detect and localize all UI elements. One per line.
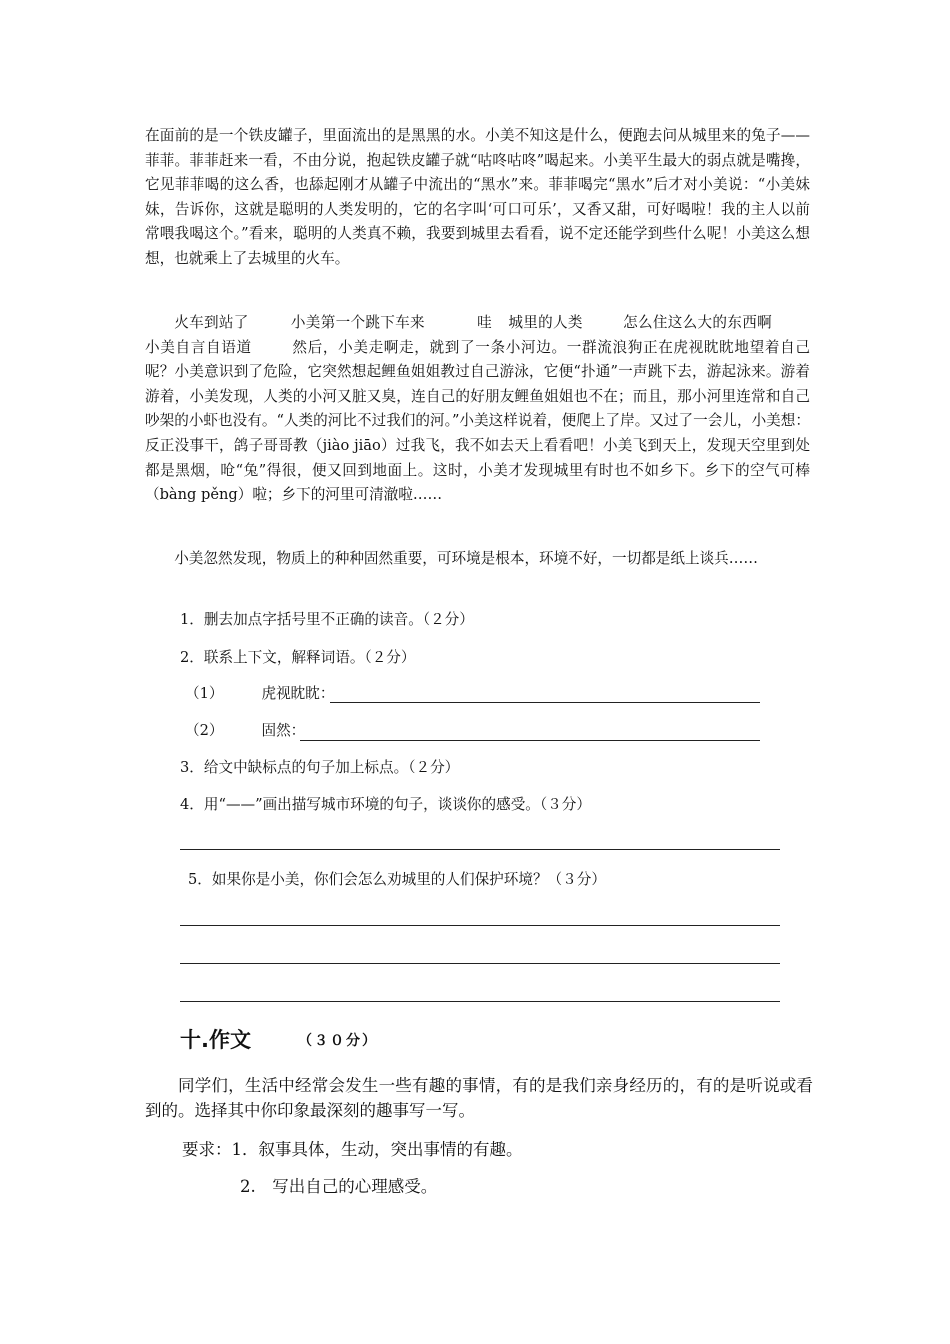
question-2-item-1 xyxy=(185,684,334,704)
item-term: 虎视眈眈： xyxy=(261,685,335,702)
passage-segment: 城里的人类 xyxy=(508,314,583,331)
question-4 xyxy=(180,795,591,815)
item-number: （2） xyxy=(185,722,224,739)
answer-line[interactable] xyxy=(180,925,780,926)
essay-requirement-1: 要求：1．叙事具体，生动，突出事情的有趣。 xyxy=(182,1140,523,1159)
question-2-item-2 xyxy=(185,721,305,741)
passage-segment: 怎么住这么大的东西啊 xyxy=(622,314,772,331)
passage-paragraph-2 xyxy=(145,311,810,508)
item-term: 固然： xyxy=(261,722,306,739)
essay-requirement-2: 2. 写出自己的心理感受。 xyxy=(240,1177,438,1196)
question-number: 1． xyxy=(180,611,204,628)
passage-segment: 然后，小美走啊走，就到了一条小河边。一群流浪狗正在虎视眈眈地望着自己呢？小美意识到了危险，它突然想起鲤鱼姐姐教过自己游泳，它便“扑通”一声跳下去，游起泳来。游着游着，小美发现，人类的小河又脏又臭，连自己的好朋友鲤鱼姐姐也不在；而且，那小河里连常和自己吵架的小虾也没有。“人类的河比不过我们的河。”小美这样说着，便爬上了岸。又过了一会儿，小美想：反正没事干，鸽子哥哥教（jiào jiāo）过我飞，我不如去天上看看吧！小美飞到天上，发现天空里到处都是黑烟，呛“兔”得很，便又回到地面上。这时，小美才发现城里有时也不如乡下。乡下的空气可棒（bàng pěng）啦；乡下的河里可清澈啦…… xyxy=(145,338,810,504)
question-text: 用“——”画出描写城市环境的句子，谈谈你的感受。（３分） xyxy=(203,796,591,813)
question-3 xyxy=(180,758,459,778)
section-heading: 十.作文 xyxy=(180,1028,251,1052)
answer-line[interactable] xyxy=(180,849,780,850)
question-text: 给文中缺标点的句子加上标点。（２分） xyxy=(203,759,460,776)
question-text: 如果你是小美，你们会怎么劝城里的人们保护环境？（３分） xyxy=(211,871,606,888)
passage-segment: 小美第一个跳下车来 xyxy=(290,314,425,331)
passage-segment: 小美自言自语道 xyxy=(145,338,252,356)
passage-paragraph-3: 小美忽然发现，物质上的种种固然重要，可环境是根本，环境不好，一切都是纸上谈兵…… xyxy=(174,550,758,567)
answer-line[interactable] xyxy=(300,740,760,741)
question-5 xyxy=(188,870,606,890)
question-text: 删去加点字括号里不正确的读音。（２分） xyxy=(203,611,474,628)
question-2 xyxy=(180,648,416,668)
question-text: 联系上下文，解释词语。（２分） xyxy=(203,649,416,666)
item-number: （1） xyxy=(185,685,224,702)
question-number: 4． xyxy=(180,796,204,813)
essay-prompt: 同学们，生活中经常会发生一些有趣的事情，有的是我们亲身经历的，有的是听说或看到的。选择其中你印象最深刻的趣事写一写。 xyxy=(145,1076,813,1120)
answer-line[interactable] xyxy=(180,1001,780,1002)
answer-line[interactable] xyxy=(330,702,760,703)
question-number: 2． xyxy=(180,649,204,666)
section-score: （３０分） xyxy=(298,1033,378,1049)
question-1 xyxy=(180,610,474,630)
passage-paragraph-1: 在面前的是一个铁皮罐子，里面流出的是黑黑的水。小美不知这是什么，便跑去问从城里来的兔子——菲菲。菲菲赶来一看，不由分说，抱起铁皮罐子就“咕咚咕咚”喝起来。小美平生最大的弱点就是嘴搀，它见菲菲喝的这么香，也舔起刚才从罐子中流出的“黑水”来。菲菲喝完“黑水”后才对小美说：“小美妹妹，告诉你，这就是聪明的人类发明的，它的名字叫‘可口可乐’，又香又甜，可好喝啦！我的主人以前常喂我喝这个。”看来，聪明的人类真不赖，我要到城里去看看，说不定还能学到些什么呢！小美这么想想，也就乘上了去城里的火车。 xyxy=(145,127,810,267)
answer-line[interactable] xyxy=(180,963,780,964)
question-number: 3． xyxy=(180,759,204,776)
passage-segment: 火车到站了 xyxy=(174,314,249,331)
passage-segment: 哇 xyxy=(476,314,493,331)
question-number: 5． xyxy=(188,871,212,888)
